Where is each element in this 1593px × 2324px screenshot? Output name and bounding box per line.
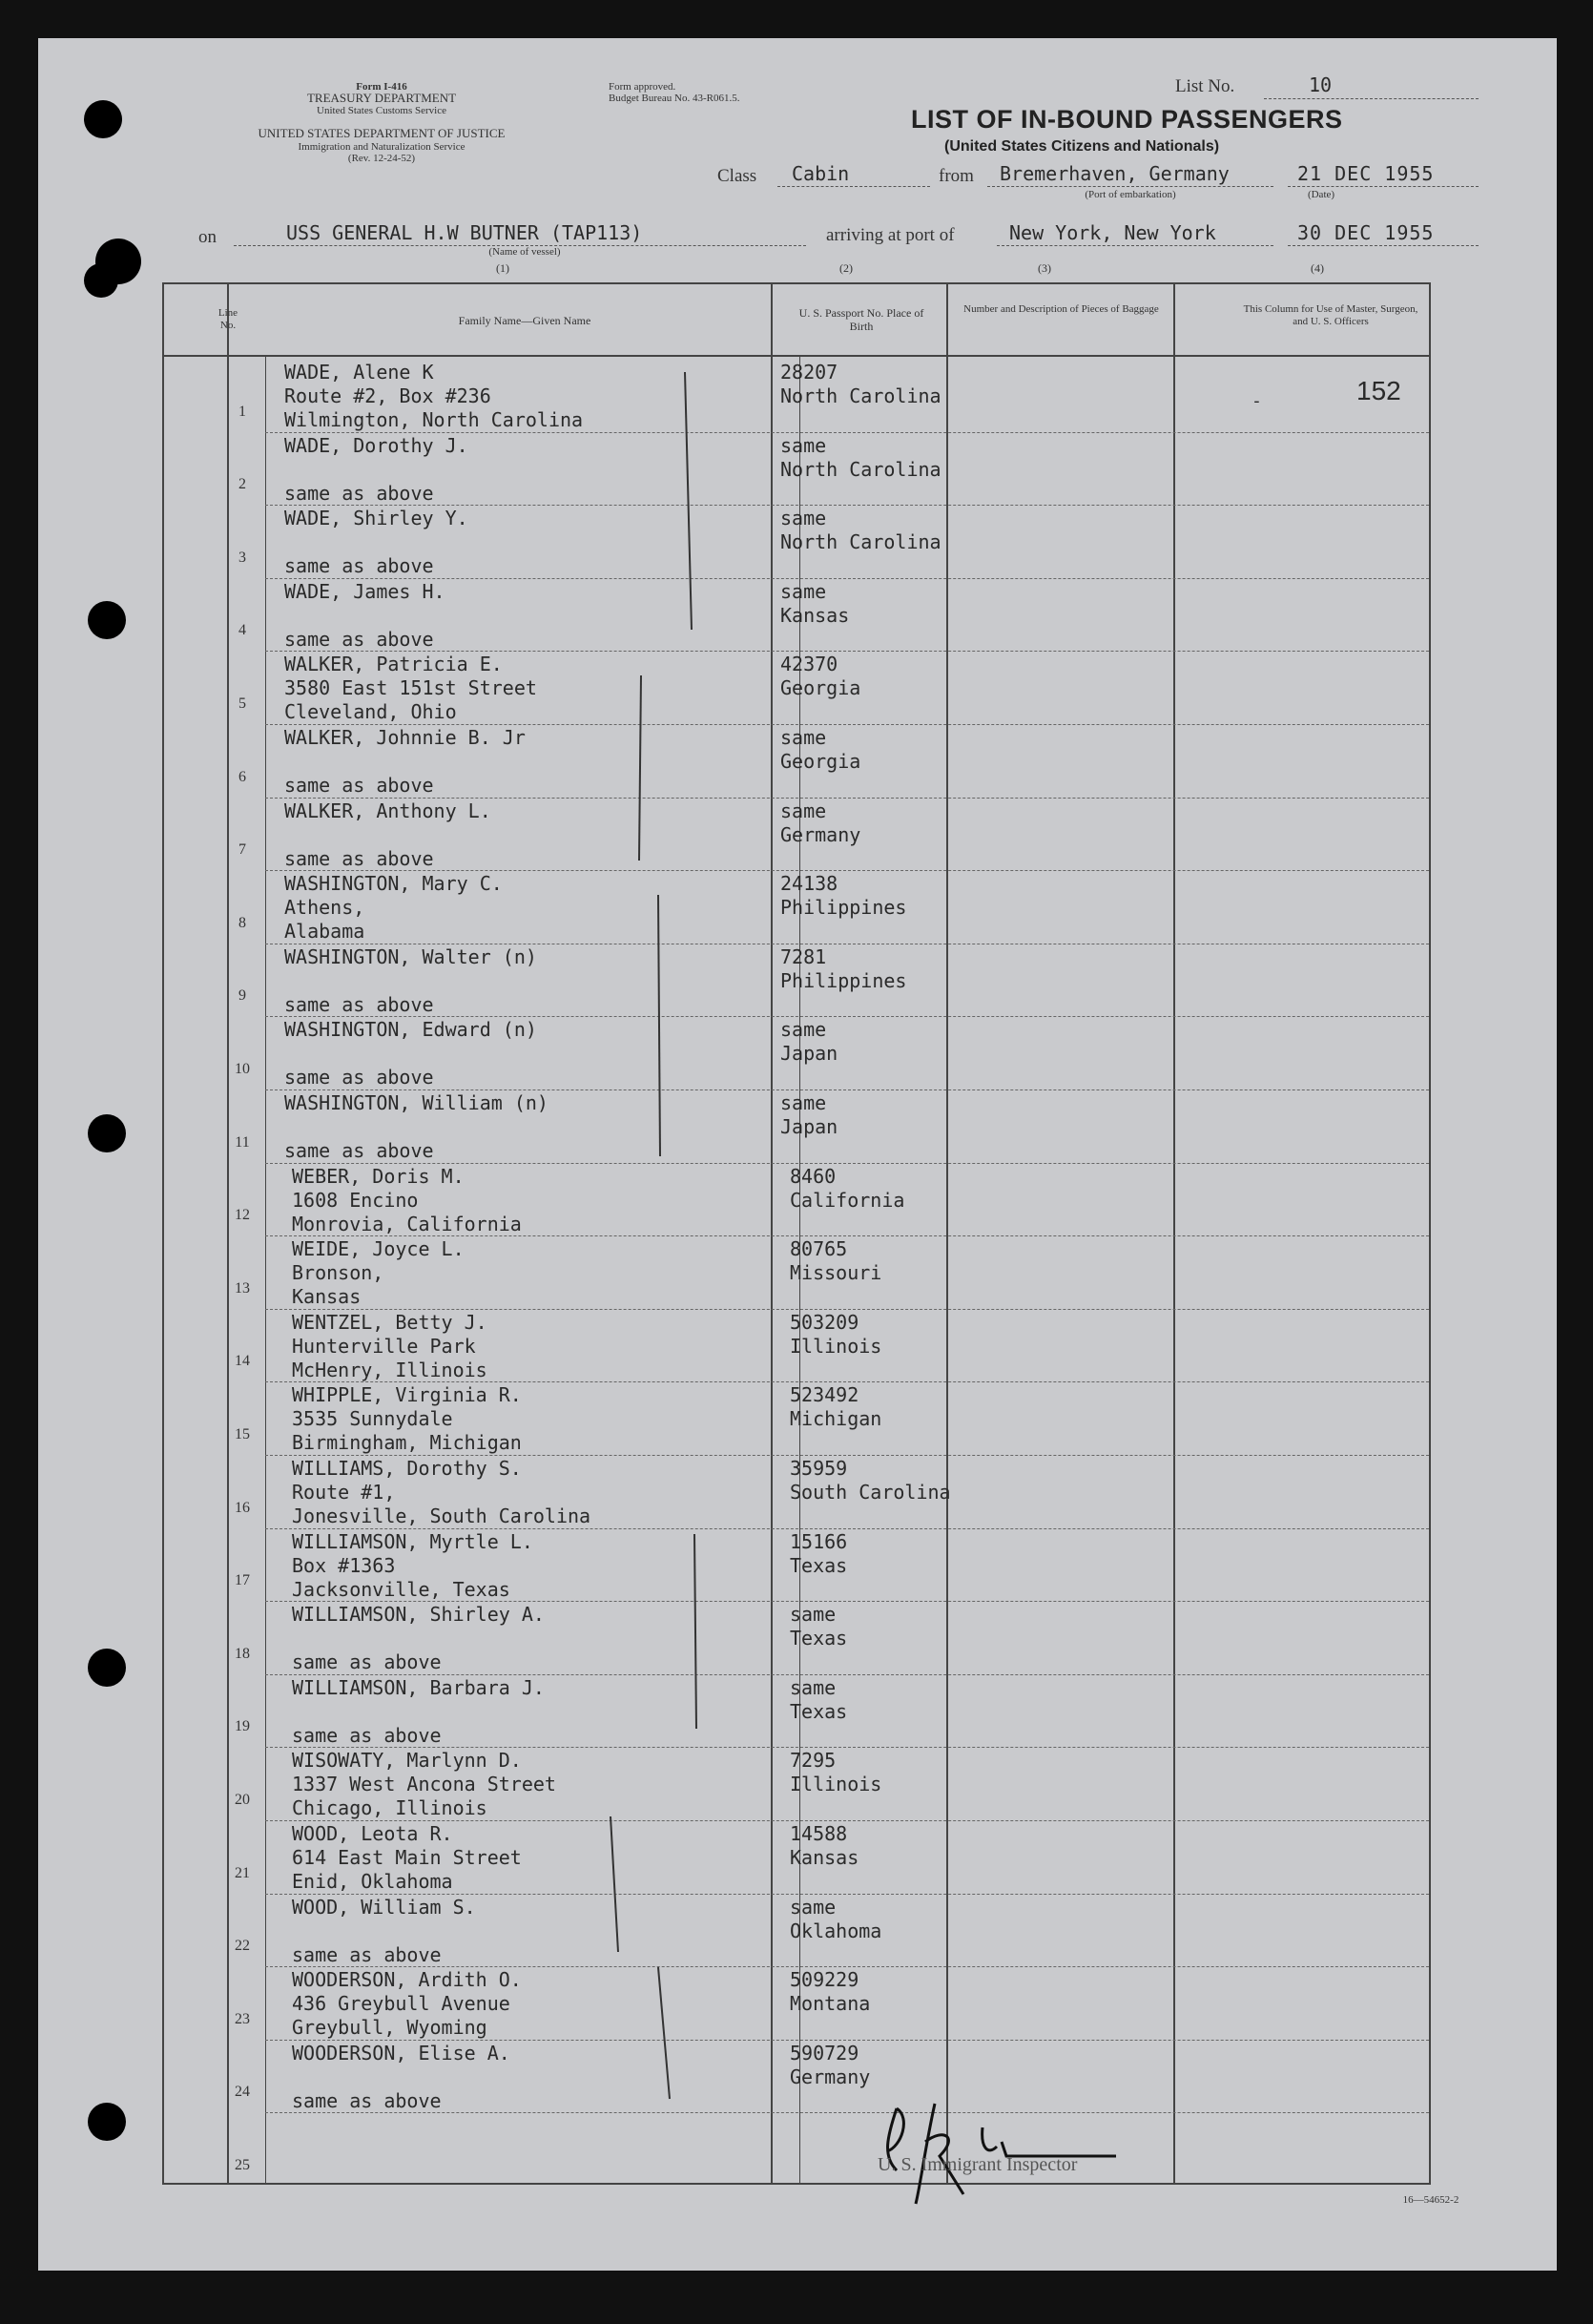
passenger-name: WILLIAMSON, Shirley A. same as above	[292, 1603, 545, 1674]
passport-birthplace: 80765 Missouri	[790, 1237, 882, 1285]
passport-birthplace: 590729 Germany	[790, 2041, 871, 2088]
line-number: 2	[238, 476, 246, 493]
list-no-value: 10	[1309, 73, 1333, 96]
arrival-date: 30 DEC 1955	[1297, 221, 1435, 244]
arriving-label: arriving at port of	[826, 225, 955, 245]
passport-birthplace: 15166 Texas	[790, 1529, 848, 1577]
line-number: 19	[235, 1718, 250, 1735]
passport-birthplace: 24138 Philippines	[780, 872, 907, 920]
passport-birthplace: 42370 Georgia	[780, 653, 861, 700]
passenger-name: WHIPPLE, Virginia R. 3535 Sunnydale Birmingham, Michigan	[292, 1383, 522, 1455]
passport-birthplace: 509229 Montana	[790, 1968, 871, 2016]
passenger-name: WASHINGTON, William (n) same as above	[284, 1091, 548, 1162]
col-header-officers: This Column for Use of Master, Surgeon, and U. S. Officers	[1243, 303, 1418, 327]
line-number: 4	[238, 622, 246, 639]
passport-birthplace: same Texas	[790, 1603, 848, 1650]
passport-birthplace: 7295 Illinois	[790, 1749, 882, 1796]
passport-birthplace: 523492 Michigan	[790, 1383, 882, 1431]
passport-birthplace: same Georgia	[780, 726, 861, 773]
port-caption: (Port of embarkation)	[1085, 189, 1176, 200]
passenger-name: WADE, Dorothy J. same as above	[284, 433, 468, 505]
passenger-name: WILLIAMSON, Myrtle L. Box #1363 Jacksonville, Texas	[292, 1529, 533, 1601]
justice-dept: UNITED STATES DEPARTMENT OF JUSTICE	[258, 126, 506, 140]
line-number: 21	[235, 1864, 250, 1881]
line-number: 12	[235, 1207, 250, 1224]
col-header-name: Family Name—Given Name	[458, 314, 591, 327]
line-number: 14	[235, 1353, 250, 1370]
class-value: Cabin	[792, 162, 850, 185]
passport-birthplace: same Texas	[790, 1675, 848, 1723]
passport-birthplace: same Kansas	[780, 579, 850, 627]
passport-birthplace: 503209 Illinois	[790, 1310, 882, 1358]
line-number: 18	[235, 1645, 250, 1662]
col-header-line-no: Line No.	[217, 307, 238, 331]
customs-service: United States Customs Service	[317, 105, 446, 116]
form-number: Form I-416	[356, 81, 407, 93]
tick-mark: -	[1252, 391, 1262, 411]
line-number: 16	[235, 1499, 250, 1516]
passenger-name: WISOWATY, Marlynn D. 1337 West Ancona Street Chicago, Illinois	[292, 1749, 556, 1820]
line-number: 10	[235, 1061, 250, 1077]
line-number: 5	[238, 695, 246, 712]
line-number: 25	[235, 2157, 250, 2173]
passenger-name: WILLIAMS, Dorothy S. Route #1, Jonesville, South Carolina	[292, 1457, 591, 1527]
officers-note: 152	[1356, 376, 1401, 405]
passenger-name: WADE, Alene K Route #2, Box #236 Wilmington, North Carolina	[284, 361, 584, 431]
date-caption: (Date)	[1307, 189, 1335, 200]
arrival-port: New York, New York	[1009, 221, 1216, 244]
passenger-name: WASHINGTON, Edward (n) same as above	[284, 1018, 537, 1089]
line-number: 6	[238, 768, 246, 785]
inspector-label: U. S. Immigrant Inspector	[878, 2154, 1078, 2175]
port-of-embarkation: Bremerhaven, Germany	[1000, 162, 1230, 185]
line-number: 22	[235, 1938, 250, 1955]
passenger-name: WOODERSON, Elise A. same as above	[292, 2041, 510, 2112]
line-number: 24	[235, 2084, 250, 2101]
line-number: 7	[238, 841, 246, 859]
class-label: Class	[717, 166, 757, 186]
line-number: 3	[238, 549, 246, 566]
passenger-name: WALKER, Patricia E. 3580 East 151st Street Cleveland, Ohio	[284, 653, 537, 724]
line-number: 15	[235, 1426, 250, 1442]
passport-birthplace: 8460 California	[790, 1164, 905, 1212]
col-header-passport: U. S. Passport No. Place of Birth	[798, 306, 924, 333]
passport-birthplace: same Japan	[780, 1018, 838, 1066]
column-number: (2)	[839, 261, 853, 275]
passenger-name: WEBER, Doris M. 1608 Encino Monrovia, California	[292, 1164, 522, 1235]
passport-birthplace: same North Carolina	[780, 507, 941, 554]
passenger-name: WENTZEL, Betty J. Hunterville Park McHenry, Illinois	[292, 1310, 487, 1381]
passenger-name: WADE, Shirley Y. same as above	[284, 507, 468, 578]
column-number: (3)	[1038, 261, 1051, 275]
line-number: 23	[235, 2010, 250, 2027]
vessel-caption: (Name of vessel)	[488, 246, 561, 258]
document-title: LIST OF IN-BOUND PASSENGERS	[911, 105, 1343, 134]
passport-birthplace: same Oklahoma	[790, 1895, 882, 1942]
list-no-label: List No.	[1175, 76, 1235, 96]
line-number: 1	[238, 403, 246, 420]
form-approved: Form approved.	[609, 81, 676, 93]
passenger-name: WEIDE, Joyce L. Bronson, Kansas	[292, 1237, 465, 1309]
passport-birthplace: same North Carolina	[780, 433, 941, 481]
on-label: on	[198, 227, 217, 247]
passport-birthplace: same Germany	[780, 799, 861, 846]
print-code: 16—54652-2	[1402, 2194, 1459, 2206]
line-number: 8	[238, 914, 246, 931]
from-label: from	[939, 166, 974, 186]
vessel-name: USS GENERAL H.W BUTNER (TAP113)	[286, 221, 643, 244]
passenger-name: WOODERSON, Ardith O. 436 Greybull Avenue Greybull, Wyoming	[292, 1968, 522, 2040]
line-number: 13	[235, 1279, 250, 1297]
col-header-baggage: Number and Description of Pieces of Baggage	[963, 303, 1159, 315]
passport-birthplace: 7281 Philippines	[780, 944, 907, 992]
passport-birthplace: 28207 North Carolina	[780, 361, 941, 407]
passport-birthplace: 14588 Kansas	[790, 1822, 859, 1869]
column-number: (1)	[496, 261, 509, 275]
passport-birthplace: 35959 South Carolina	[790, 1457, 951, 1504]
line-number: 11	[235, 1133, 250, 1151]
ins-service: Immigration and Naturalization Service	[298, 141, 465, 153]
line-number: 9	[238, 987, 246, 1005]
passenger-name: WOOD, William S. same as above	[292, 1895, 476, 1966]
line-number: 17	[235, 1572, 250, 1589]
passenger-name: WOOD, Leota R. 614 East Main Street Enid, Oklahoma	[292, 1822, 522, 1893]
passenger-name: WALKER, Johnnie B. Jr same as above	[284, 726, 526, 797]
passenger-name: WILLIAMSON, Barbara J. same as above	[292, 1675, 545, 1747]
date-departed: 21 DEC 1955	[1297, 162, 1435, 185]
line-number: 20	[235, 1792, 250, 1808]
treasury-dept: TREASURY DEPARTMENT	[306, 91, 457, 105]
passenger-name: WADE, James H. same as above	[284, 579, 445, 651]
revision-date: (Rev. 12-24-52)	[347, 153, 416, 164]
column-number: (4)	[1311, 261, 1324, 275]
passenger-name: WALKER, Anthony L. same as above	[284, 799, 491, 870]
budget-bureau: Budget Bureau No. 43-R061.5.	[609, 93, 740, 104]
document-subtitle: (United States Citizens and Nationals)	[944, 138, 1220, 155]
passenger-name: WASHINGTON, Walter (n) same as above	[284, 944, 537, 1016]
passport-birthplace: same Japan	[780, 1091, 838, 1138]
passenger-name: WASHINGTON, Mary C. Athens, Alabama	[284, 872, 503, 944]
